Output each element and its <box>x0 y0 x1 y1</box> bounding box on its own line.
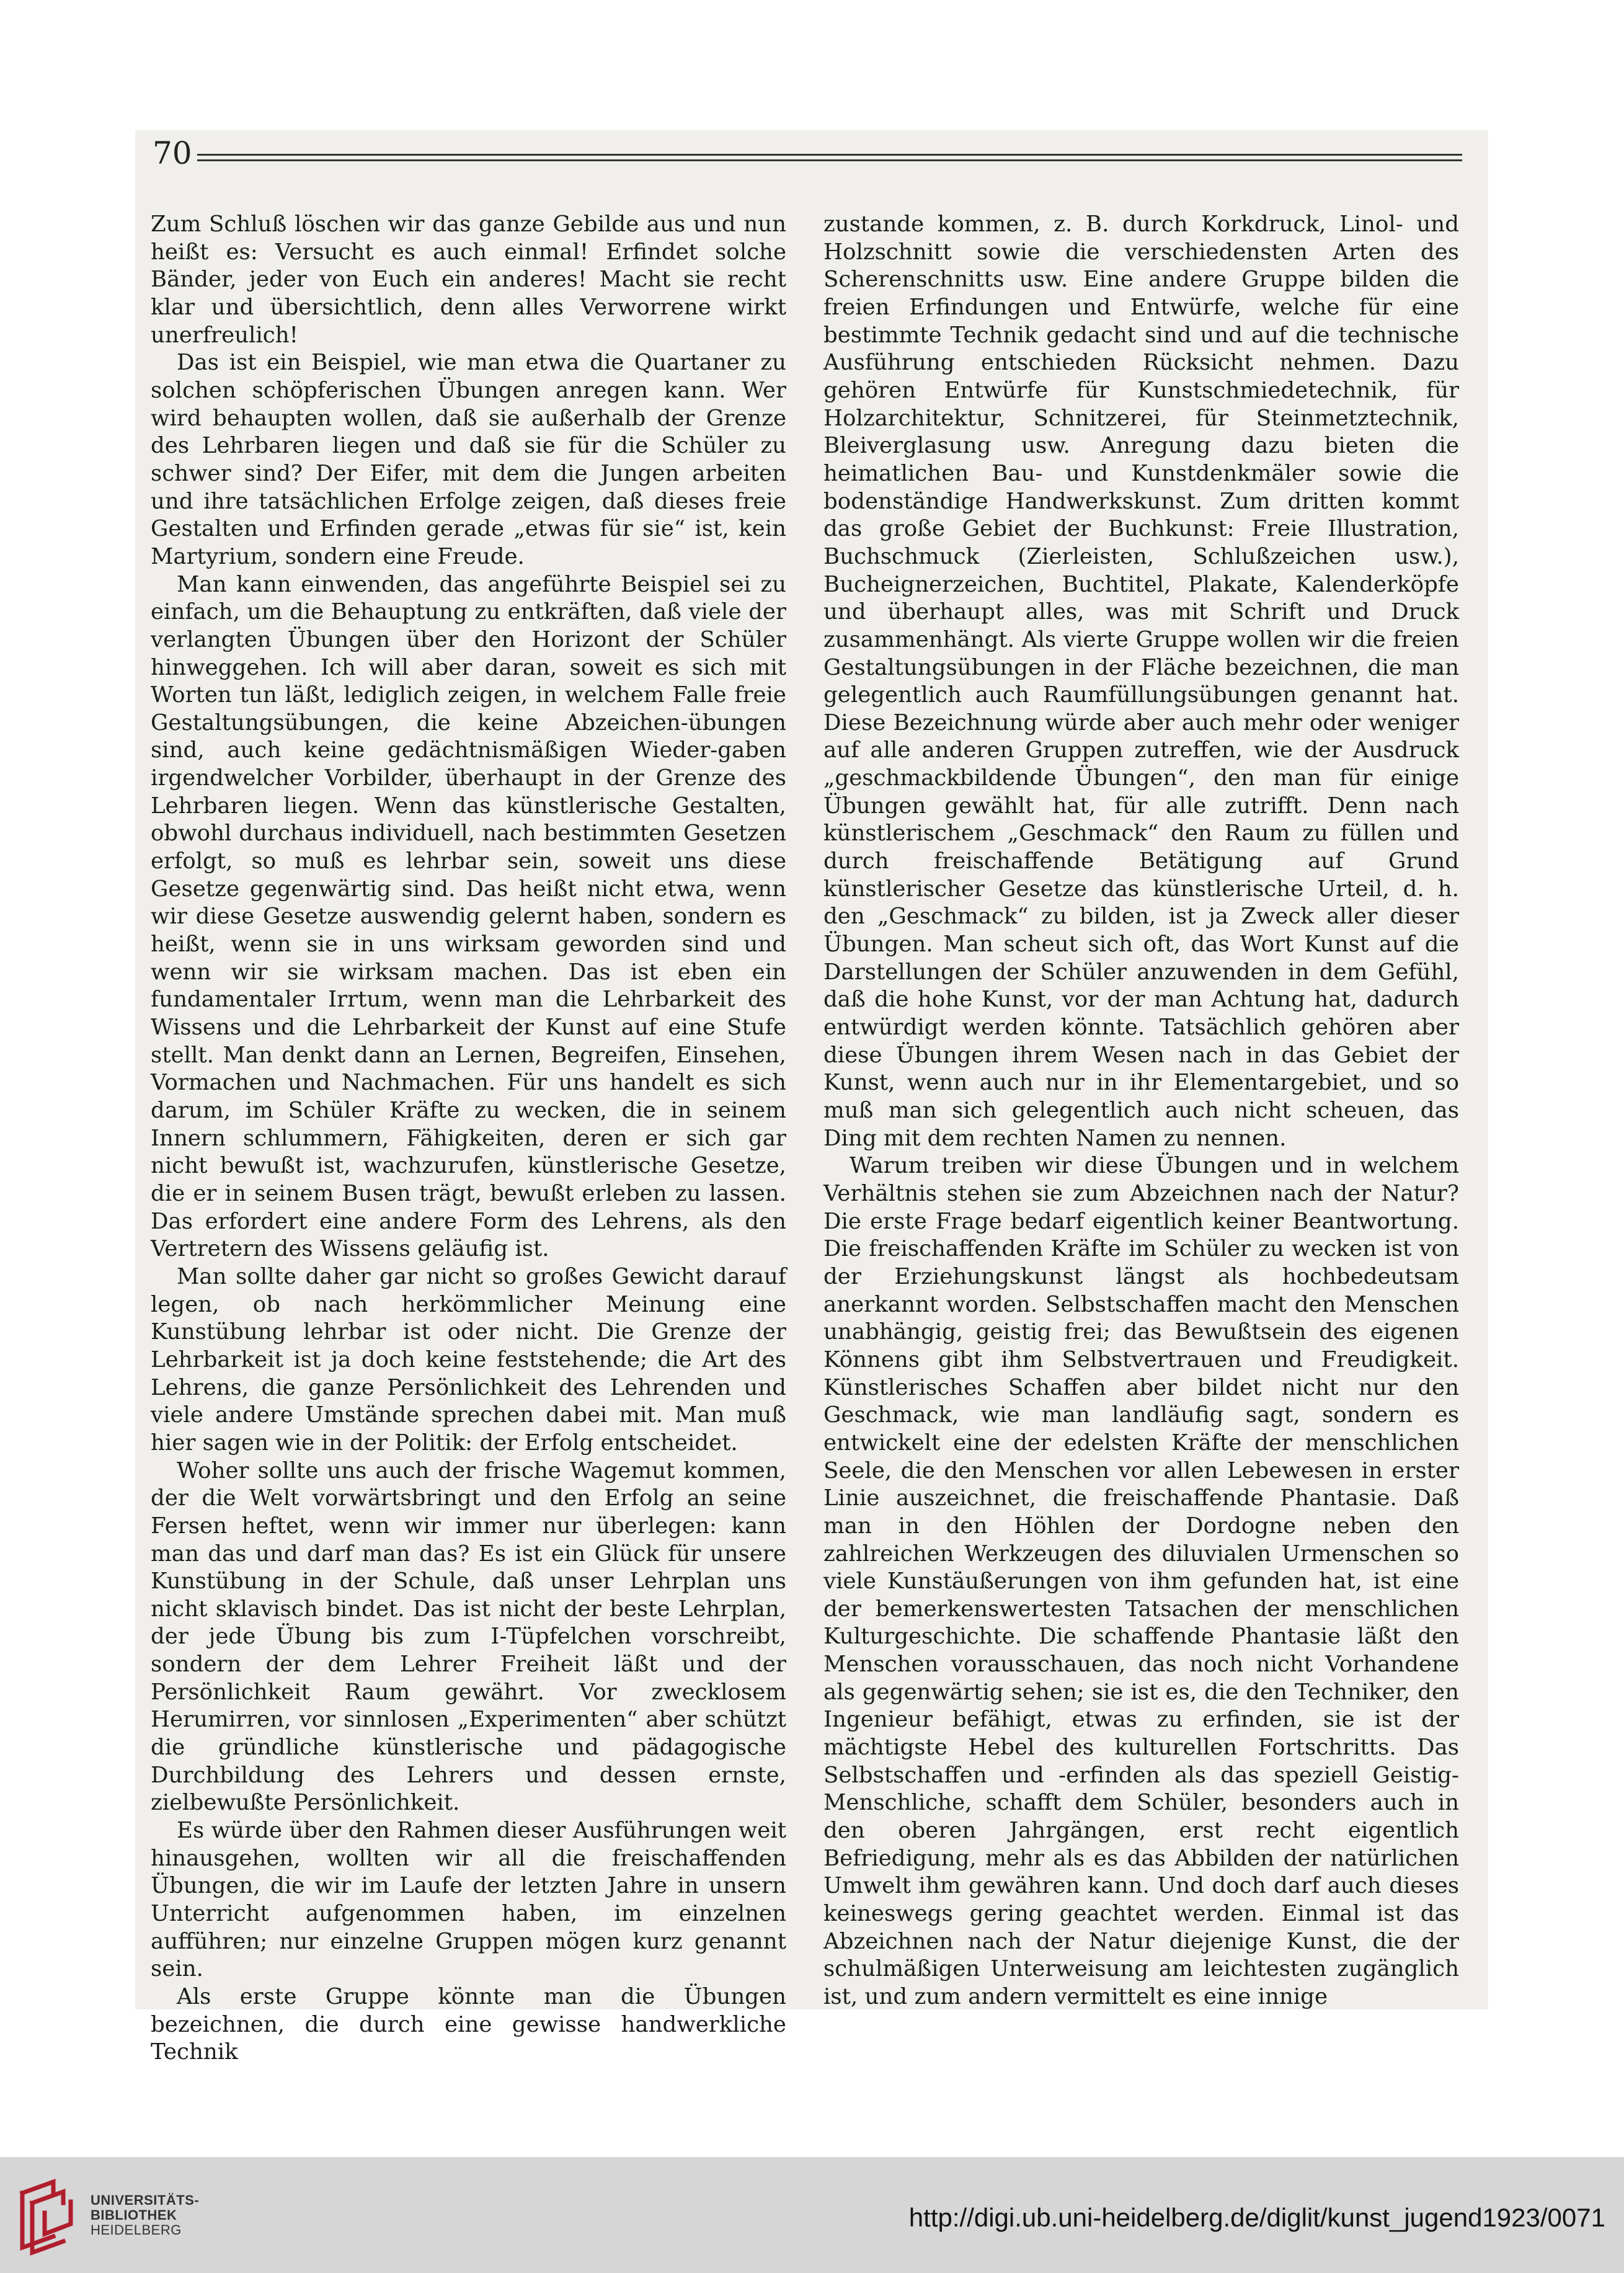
paragraph: Man sollte daher gar nicht so großes Gewicht darauf legen, ob nach herkömmlicher Meinung eine Kunstübung lehrbar ist oder nicht. Die Grenze der Lehrbarkeit ist ja doch keine feststehende; die Art des Lehrens, die ganze Persönlichkeit des Lehrenden und viele andere Umstände sprechen dabei mit. Man muß hier sagen wie in der Politik: der Erfolg entscheidet. <box>151 1263 786 1456</box>
paragraph: Man kann einwenden, das angeführte Beispiel sei zu einfach, um die Behauptung zu entkräften, daß viele der verlangten Übungen über den Horizont der Schüler hinweggehen. Ich will aber daran, soweit es sich mit Worten tun läßt, lediglich zeigen, in welchem Falle freie Gestaltungsübungen, die keine Abzeichen-übungen sind, auch keine gedächtnismäßigen Wieder-gaben irgendwelcher Vorbilder, überhaupt in der Grenze des Lehrbaren liegen. Wenn das künstlerische Gestalten, obwohl durchaus individuell, nach bestimmten Gesetzen erfolgt, so muß es lehrbar sein, soweit uns diese Gesetze gegenwärtig sind. Das heißt nicht etwa, wenn wir diese Gesetze auswendig gelernt haben, sondern es heißt, wenn sie in uns wirksam geworden sind und wenn wir sie wirksam machen. Das ist eben ein fundamentaler Irrtum, wenn man die Lehrbarkeit des Wissens und die Lehrbarkeit der Kunst auf eine Stufe stellt. Man denkt dann an Lernen, Begreifen, Einsehen, Vormachen und Nachmachen. Für uns handelt es sich darum, im Schüler Kräfte zu wecken, die in seinem Innern schlummern, Fähigkeiten, deren er sich gar nicht bewußt ist, wachzurufen, künstlerische Gesetze, die er in seinem Busen trägt, bewußt erleben zu lassen. Das erfordert eine andere Form des Lehrens, als den Vertretern des Wissens geläufig ist. <box>151 571 786 1262</box>
right-column <box>823 211 1459 2009</box>
header-rule-top <box>197 154 1462 156</box>
library-logo-icon[interactable] <box>15 2174 83 2255</box>
library-name-line: HEIDELBERG <box>91 2222 182 2238</box>
paragraph: zustande kommen, z. B. durch Korkdruck, Linol- und Holzschnitt sowie die verschiedensten Arten des Scherenschnitts usw. Eine andere Gruppe bilden die freien Erfindungen und Entwürfe, welche für eine bestimmte Technik gedacht sind und auf die technische Ausführung entschieden Rücksicht nehmen. Dazu gehören Entwürfe für Kunstschmiedetechnik, für Holzarchitektur, Schnitzerei, für Steinmetztechnik, Bleiverglasung usw. Anregung dazu bieten die heimatlichen Bau- und Kunstdenkmäler sowie die bodenständige Handwerkskunst. Zum dritten kommt das große Gebiet der Buchkunst: Freie Illustration, Buchschmuck (Zierleisten, Schlußzeichen usw.), Bucheignerzeichen, Buchtitel, Plakate, Kalenderköpfe und überhaupt alles, was mit Schrift und Druck zusammenhängt. Als vierte Gruppe wollen wir die freien Gestaltungsübungen in der Fläche bezeichnen, die man gelegentlich auch Raumfüllungsübungen genannt hat. Diese Bezeichnung würde aber auch mehr oder weniger auf alle anderen Gruppen zutreffen, wie der Ausdruck „geschmackbildende Übungen“, den man für einige Übungen gewählt hat, für alle zutrifft. Denn nach künstlerischem „Geschmack“ den Raum zu füllen und durch freischaffende Betätigung auf Grund künstlerischer Gesetze das künstlerische Urteil, d. h. den „Geschmack“ zu bilden, ist ja Zweck aller dieser Übungen. Man scheut sich oft, das Wort Kunst auf die Darstellungen der Schüler anzuwenden in dem Gefühl, daß die hohe Kunst, vor der man Achtung hat, dadurch entwürdigt werden könnte. Tatsächlich gehören aber diese Übungen ihrem Wesen nach in das Gebiet der Kunst, wenn auch nur in ihr Elementargebiet, und so muß man sich gelegentlich auch nicht scheuen, das Ding mit dem rechten Namen zu nennen. <box>823 211 1459 1151</box>
library-name <box>91 2193 199 2238</box>
library-name-line: BIBLIOTHEK <box>91 2207 177 2223</box>
paragraph: Das ist ein Beispiel, wie man etwa die Quartaner zu solchen schöpferischen Übungen anregen kann. Wer wird behaupten wollen, daß sie außerhalb der Grenze des Lehrbaren liegen und daß sie für die Schüler zu schwer sind? Der Eifer, mit dem die Jungen arbeiten und ihre tatsächlichen Erfolge zeigen, daß dieses freie Gestalten und Erfinden gerade „etwas für sie“ ist, kein Martyrium, sondern eine Freude. <box>151 350 786 569</box>
footer-bar <box>0 2157 1624 2273</box>
paragraph: Es würde über den Rahmen dieser Ausführungen weit hinausgehen, wollten wir all die freischaffenden Übungen, die wir im Laufe der letzten Jahre in unsern Unterricht aufgenommen haben, im einzelnen aufführen; nur einzelne Gruppen mögen kurz genannt sein. <box>151 1818 786 1982</box>
paragraph: Woher sollte uns auch der frische Wagemut kommen, der die Welt vorwärtsbringt und den Erfolg an seine Fersen heftet, wenn wir immer nur überlegen: kann man das und darf man das? Es ist ein Glück für unsere Kunstübung in der Schule, daß unser Lehrplan uns nicht sklavisch bindet. Das ist nicht der beste Lehrplan, der jede Übung bis zum I-Tüpfelchen vorschreibt, sondern der dem Lehrer Freiheit läßt und der Persönlichkeit Raum gewährt. Vor zwecklosem Herumirren, vor sinnlosen „Experimenten“ aber schützt die gründliche künstlerische und pädagogische Durchbildung des Lehrers und dessen ernste, zielbewußte Persönlichkeit. <box>151 1457 786 1816</box>
paragraph: Warum treiben wir diese Übungen und in welchem Verhältnis stehen sie zum Abzeichnen nach der Natur? Die erste Frage bedarf eigentlich keiner Beantwortung. Die freischaffenden Kräfte im Schüler zu wecken ist von der Erziehungskunst längst als hochbedeutsam anerkannt worden. Selbstschaffen macht den Menschen unabhängig, geistig frei; das Bewußtsein des eigenen Könnens gibt ihm Selbstvertrauen und Freudigkeit. Künstlerisches Schaffen aber bildet nicht nur den Geschmack, wie man landläufig sagt, sondern es entwickelt eine der edelsten Kräfte der menschlichen Seele, die den Menschen vor allen Lebewesen in erster Linie auszeichnet, die freischaffende Phantasie. Daß man in den Höhlen der Dordogne neben den zahlreichen Werkzeugen des diluvialen Urmenschen so viele Kunstäußerungen von ihm gefunden hat, ist eine der bemerkenswertesten Tatsachen der menschlichen Kulturgeschichte. Die schaffende Phantasie läßt den Menschen vorausschauen, das noch nicht Vorhandene als gegenwärtig sehen; sie ist es, die den Techniker, den Ingenieur befähigt, etwas zu erfinden, sie ist der mächtigste Hebel des kulturellen Fortschritts. Das Selbstschaffen und -erfinden als das speziell Geistig-Menschliche, schafft dem Schüler, besonders auch in den oberen Jahrgängen, erst recht eigentlich Befriedigung, mehr als es das Abbilden der natürlichen Umwelt ihm gewähren kann. Und doch darf auch dieses keineswegs gering geachtet werden. Einmal ist das Abzeichnen nach der Natur diejenige Kunst, die der schulmäßigen Unterweisung am leichtesten zugänglich ist, und zum andern vermittelt es eine innige <box>823 1153 1459 2009</box>
left-column <box>151 211 786 2065</box>
header-rule-bottom <box>197 159 1462 161</box>
permalink-url[interactable]: http://digi.ub.uni-heidelberg.de/diglit/kunst_jugend1923/0071 <box>908 2203 1605 2232</box>
paragraph: Zum Schluß löschen wir das ganze Gebilde aus und nun heißt es: Versucht es auch einmal! Erfindet solche Bänder, jeder von Euch ein anderes! Macht sie recht klar und übersichtlich, denn alles Verworrene wirkt unerfreulich! <box>151 211 786 348</box>
page-number: 70 <box>153 135 192 171</box>
library-name-line: UNIVERSITÄTS- <box>91 2192 200 2208</box>
paragraph: Als erste Gruppe könnte man die Übungen bezeichnen, die durch eine gewisse handwerkliche Technik <box>151 1984 786 2065</box>
